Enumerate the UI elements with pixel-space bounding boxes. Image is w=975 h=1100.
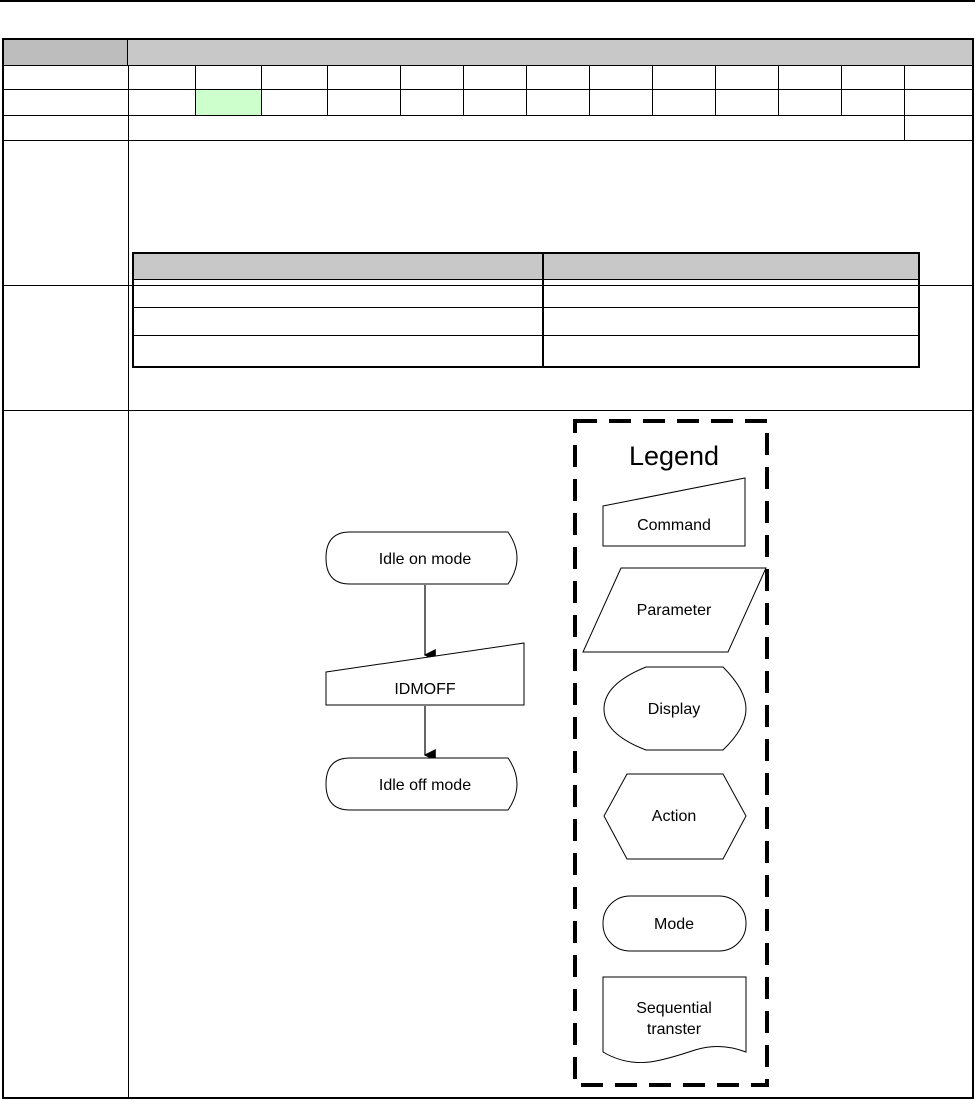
legend-sequential-label-line1: Sequential: [636, 1000, 712, 1017]
legend-action-label: Action: [651, 808, 697, 825]
legend-title: Legend: [628, 441, 720, 471]
flow-command-label: IDMOFF: [394, 681, 456, 698]
flow-end-label: Idle off mode: [378, 777, 472, 794]
legend-command-label: Command: [637, 517, 711, 534]
flow-start-label: Idle on mode: [378, 551, 472, 568]
legend-command-shape: [603, 478, 745, 546]
legend-display-label: Display: [647, 701, 701, 718]
legend-mode-label: Mode: [653, 916, 695, 933]
legend-sequential-shape: [603, 977, 746, 1063]
legend-sequential-label-line2: transter: [646, 1021, 702, 1038]
legend-parameter-label: Parameter: [636, 602, 712, 619]
